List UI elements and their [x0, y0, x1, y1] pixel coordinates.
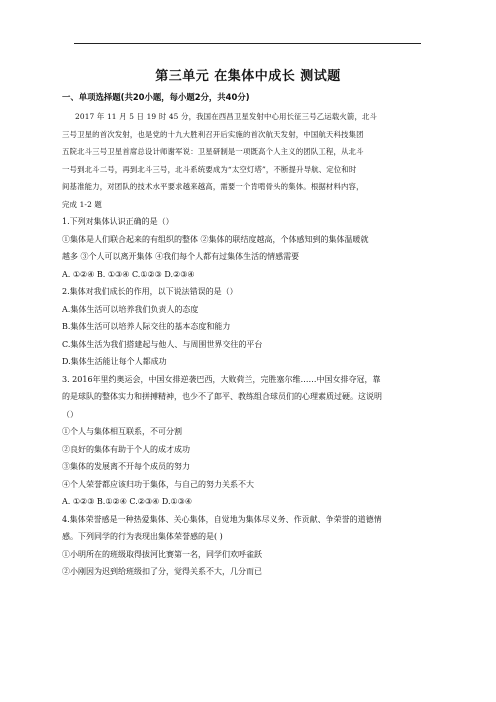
intro-paragraph — [62, 108, 438, 213]
question-3-stem: （） — [62, 409, 78, 419]
question-3-stem: 的是球队的整体实力和拼搏精神，也少不了郎平、教练组合球员们的心理素质过硬。这说明 — [62, 392, 382, 401]
question-2-stem: 2.集体对我们成长的作用，以下说法错误的是（） — [62, 287, 238, 296]
page-title: 第三单元 在集体中成长 测试题 — [155, 69, 341, 84]
question-2-option-c: C.集体生活为我们搭建起与他人、与周围世界交往的平台 — [62, 339, 263, 349]
question-3-statement: ③集体的发展离不开每个成员的努力 — [62, 462, 190, 471]
question-2-option-b: B.集体生活可以培养人际交往的基本态度和能力 — [62, 322, 231, 331]
question-1-statement: 越多 ③个人可以离开集体 ④我们每个人都有过集体生活的情感需要 — [62, 252, 300, 261]
question-1-stem: 1.下列对集体认识正确的是（） — [62, 217, 174, 226]
question-3-statement: ①个人与集体相互联系，不可分割 — [62, 427, 182, 436]
header-rule — [74, 43, 421, 44]
question-list — [62, 213, 438, 581]
question-1-statement: ①集体是人们联合起来的有组织的整体 ②集体的联结度越高，个体感知到的集体温暖就 — [62, 234, 369, 244]
question-3-statement: ④个人荣誉都应该归功于集体，与自己的努力关系不大 — [62, 479, 254, 489]
question-4-stem: 感。下列同学的行为表现出集体荣誉感的是( ) — [62, 532, 223, 541]
question-4-statement: ①小明所在的班级取得拔河比赛第一名，同学们欢呼雀跃 — [62, 549, 262, 559]
intro-line: 间基准能力，对团队的技术水平要求越来越高，需要一个肯啃骨头的集体。根据材料内容， — [62, 182, 364, 191]
question-3-statement: ②良好的集体有助于个人的成才成功 — [62, 444, 190, 454]
intro-line: 一号到北斗二号，再到北斗三号，北斗系统要成为“太空灯塔”，不断提升导航、定位和时 — [62, 164, 357, 174]
intro-line: 2017 年 11 月 5 日 19 时 45 分，我国在西昌卫星发射中心用长征三号乙运载火箭，北斗 — [75, 112, 378, 121]
question-3-stem: 3. 2016年里约奥运会，中国女排逆袭巴西，大败荷兰，完胜塞尔维……中国女排夺冠，靠 — [62, 374, 381, 384]
question-2-option-a: A.集体生活可以培养我们负责人的态度 — [62, 304, 199, 314]
document-body — [62, 108, 438, 581]
question-4-stem: 4.集体荣誉感是一种热爱集体、关心集体，自觉地为集体尽义务、作贡献、争荣誉的道德情 — [62, 514, 382, 524]
question-1-options: A. ①②④ B. ①③④ C.①②③ D.②③④ — [62, 269, 195, 279]
question-3-options: A. ①②③ B.①②④ C.②③④ D.①③④ — [62, 497, 193, 506]
question-4-statement: ②小刚因为迟到给班级扣了分，觉得关系不大，几分而已 — [62, 567, 262, 576]
intro-line: 五院北斗三号卫星首席总设计师谢军说：卫星研制是一项既高个人主义的团队工程，从北斗 — [62, 147, 364, 156]
section-heading: 一、单项选择题(共20小题，每小题2分，共40分) — [62, 92, 250, 102]
intro-line: 三号卫星的首次发射，也是党的十九大胜利召开后实施的首次航天发射，中国航天科技集团 — [62, 129, 364, 139]
question-2-option-d: D.集体生活能让每个人都成功 — [62, 357, 167, 366]
intro-line: 完成 1-2 题 — [62, 199, 102, 209]
